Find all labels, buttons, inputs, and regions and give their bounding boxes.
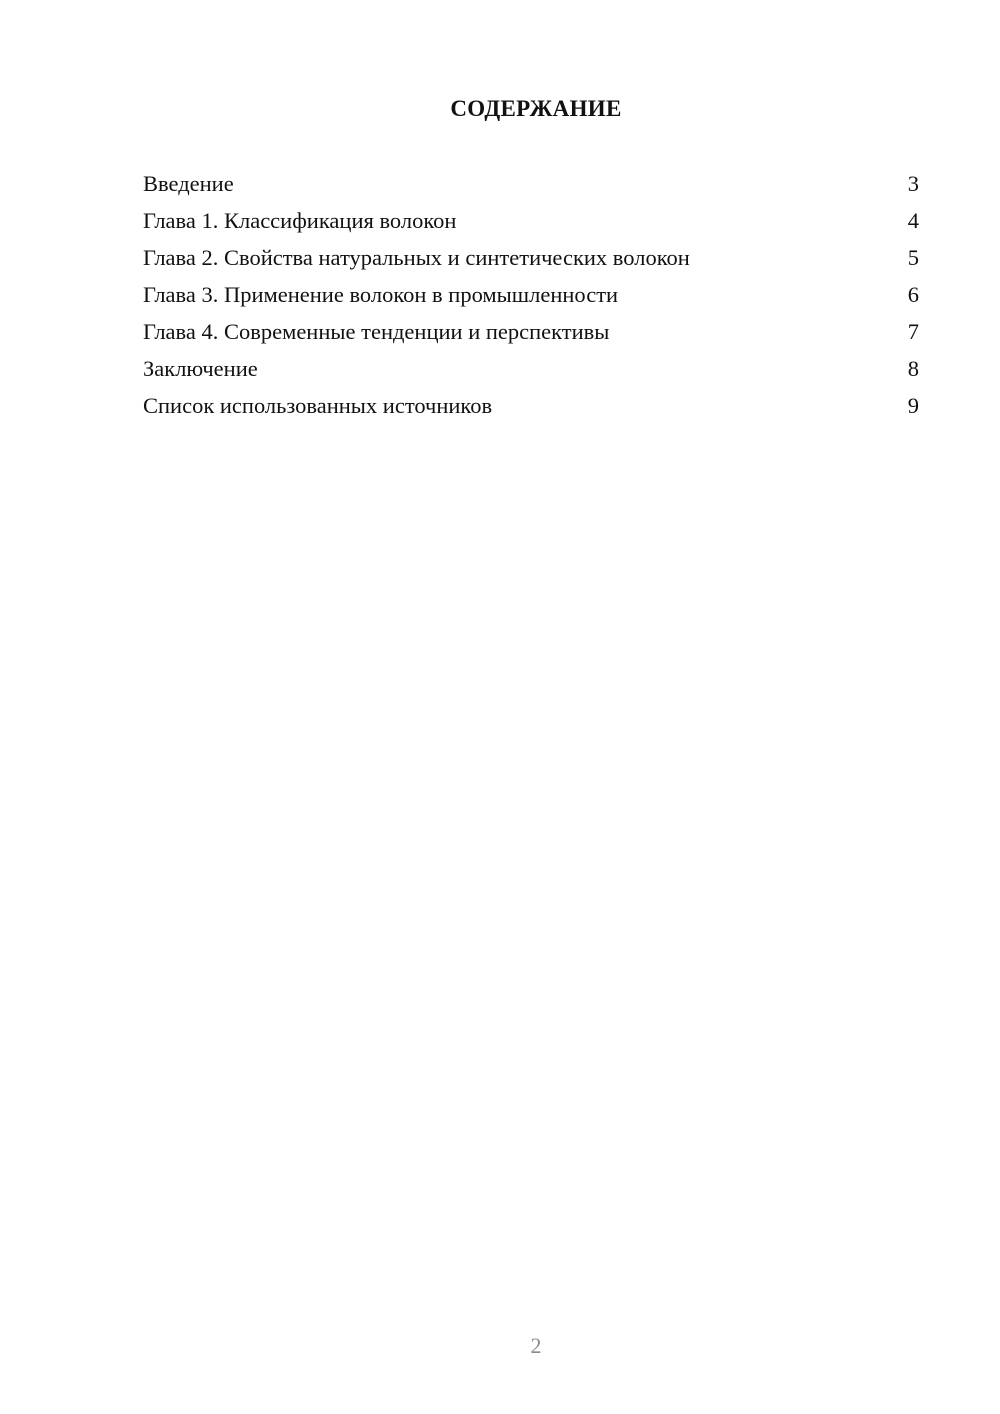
table-of-contents [143, 169, 919, 428]
toc-entry-references [143, 391, 919, 428]
toc-entry-chapter-2 [143, 243, 919, 280]
toc-entry-label: Введение [143, 171, 234, 196]
toc-title: СОДЕРЖАНИЕ [450, 96, 622, 121]
toc-entry-chapter-3 [143, 280, 919, 317]
toc-entry-page: 8 [907, 356, 919, 381]
toc-entry-label: Заключение [143, 356, 258, 381]
toc-entry-page: 7 [907, 319, 919, 344]
toc-entry-chapter-4 [143, 317, 919, 354]
toc-entry-page: 9 [907, 393, 919, 418]
toc-entry-label: Глава 4. Современные тенденции и перспективы [143, 319, 610, 344]
toc-entry-label: Глава 3. Применение волокон в промышленности [143, 282, 619, 307]
toc-entry-page: 5 [907, 245, 919, 270]
toc-entry-conclusion [143, 354, 919, 391]
toc-entry-chapter-1 [143, 206, 919, 243]
toc-entry-page: 3 [907, 171, 919, 196]
toc-entry-page: 4 [907, 208, 919, 233]
page-number: 2 [530, 1333, 542, 1358]
toc-entry-label: Глава 1. Классификация волокон [143, 208, 457, 233]
toc-entry-introduction [143, 169, 919, 206]
toc-entry-label: Глава 2. Свойства натуральных и синтетических волокон [143, 245, 690, 270]
toc-entry-page: 6 [907, 282, 919, 307]
toc-entry-label: Список использованных источников [143, 393, 493, 418]
